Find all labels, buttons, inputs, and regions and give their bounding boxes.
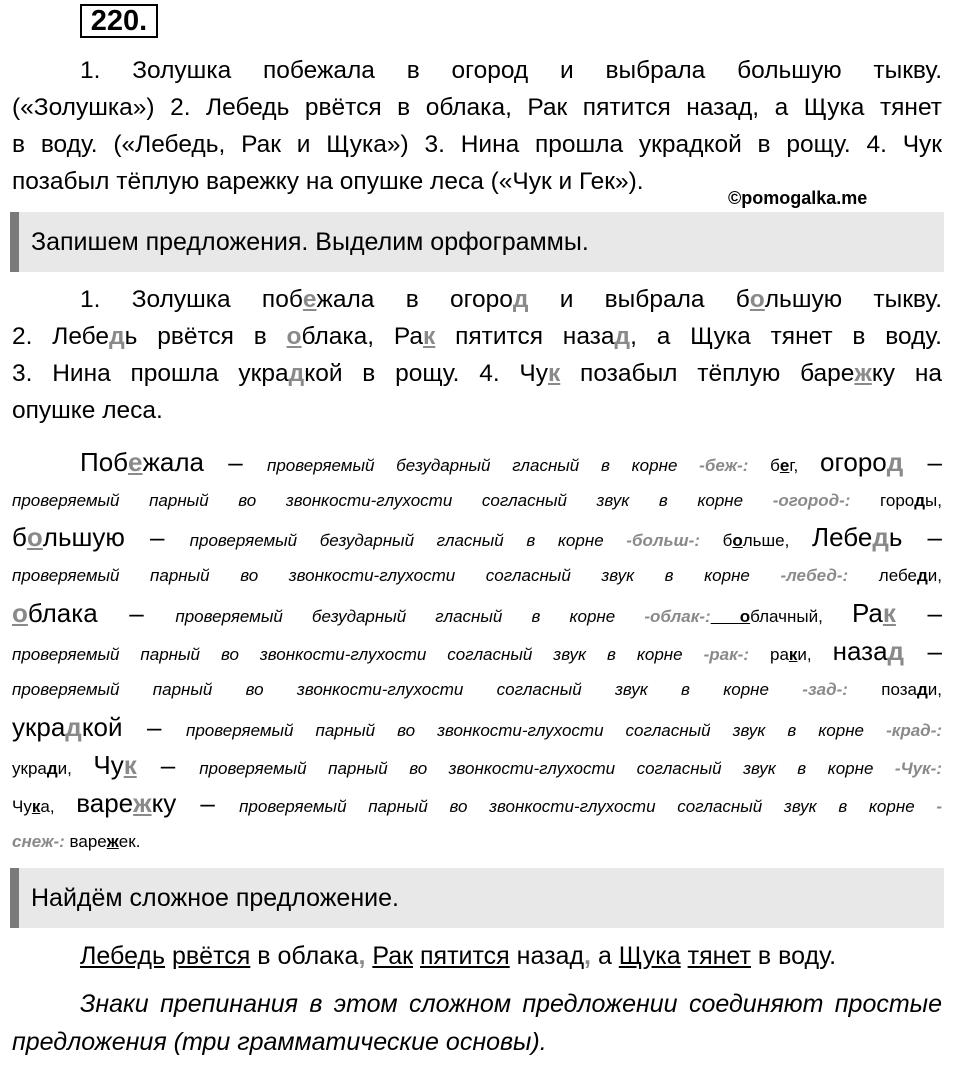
predicate-1: рвётся: [172, 942, 251, 970]
conclusion-text: Знаки препинания в этом сложном предложении соединяют простые предложения (три грамматические основы).: [12, 990, 942, 1056]
section-banner-orthograms: Запишем предложения. Выделим орфограммы.: [10, 212, 944, 272]
explanation-line-7: проверяемый парный во звонкости-глухости согласный звук в корне -зад-: позади,: [12, 680, 942, 699]
explanation-line-11: снеж-: варежек.: [12, 832, 141, 851]
explanation-line-3: большую – проверяемый безударный гласный в корне -больш-: больше, Лебедь –: [12, 522, 942, 552]
exercise-line-1: 1. Золушка побежала в огород и выбрала большую тыкву.: [80, 57, 942, 84]
exercise-line-3: в воду. («Лебедь, Рак и Щука») 3. Нина прошла украдкой в рощу. 4. Чук: [12, 131, 942, 158]
explanation-line-10: Чука, варежку – проверяемый парный во звонкости-глухости согласный звук в корне -: [12, 788, 943, 818]
explanation-line-5: облака – проверяемый безударный гласный в корне -облак-: облачный, Рак –: [12, 598, 942, 628]
explanation-line-1: Побежала – проверяемый безударный гласный в корне -беж-: бег, огород –: [80, 447, 942, 477]
exercise-line-2: («Золушка») 2. Лебедь рвётся в облака, Рак пятится назад, а Щука тянет: [12, 94, 942, 121]
explanation-line-9: укради, Чук – проверяемый парный во звонкости-глухости согласный звук в корне -Чук-:: [12, 750, 942, 780]
predicate-3: тянет: [687, 942, 751, 970]
section-banner-complex-sentence: Найдём сложное предложение.: [10, 868, 944, 928]
task-number: 220.: [80, 4, 158, 38]
marked-sentences: [12, 281, 942, 429]
subject-3: Щука: [618, 942, 681, 970]
complex-sentence: Лебедь рвётся в облака, Рак пятится назад, а Щука тянет в воду.: [80, 942, 837, 970]
marked-line-4: опушке леса.: [12, 397, 163, 424]
explanation-line-2: проверяемый парный во звонкости-глухости согласный звук в корне -огород-: городы,: [12, 491, 942, 510]
watermark: ©pomogalka.me: [728, 188, 868, 208]
predicate-2: пятится: [420, 942, 510, 970]
subject-1: Лебедь: [80, 942, 166, 970]
marked-line-3: 3. Нина прошла украдкой в рощу. 4. Чук позабыл тёплую барежку на: [12, 360, 943, 387]
explanation-line-6: проверяемый парный во звонкости-глухости согласный звук в корне -рак-: раки, назад –: [12, 636, 942, 666]
exercise-text: [12, 52, 942, 200]
subject-2: Рак: [372, 942, 414, 970]
explanation-line-4: проверяемый парный во звонкости-глухости согласный звук в корне -лебед-: лебеди,: [12, 566, 942, 585]
marked-line-1: 1. Золушка побежала в огород и выбрала большую тыкву.: [80, 286, 942, 313]
explanation-line-8: украдкой – проверяемый парный во звонкости-глухости согласный звук в корне -крад-:: [12, 712, 943, 742]
marked-line-2: 2. Лебедь рвётся в облака, Рак пятится назад, а Щука тянет в воду.: [12, 323, 942, 350]
exercise-line-4: позабыл тёплую варежку на опушке леса («Чук и Гек»).: [12, 168, 644, 195]
